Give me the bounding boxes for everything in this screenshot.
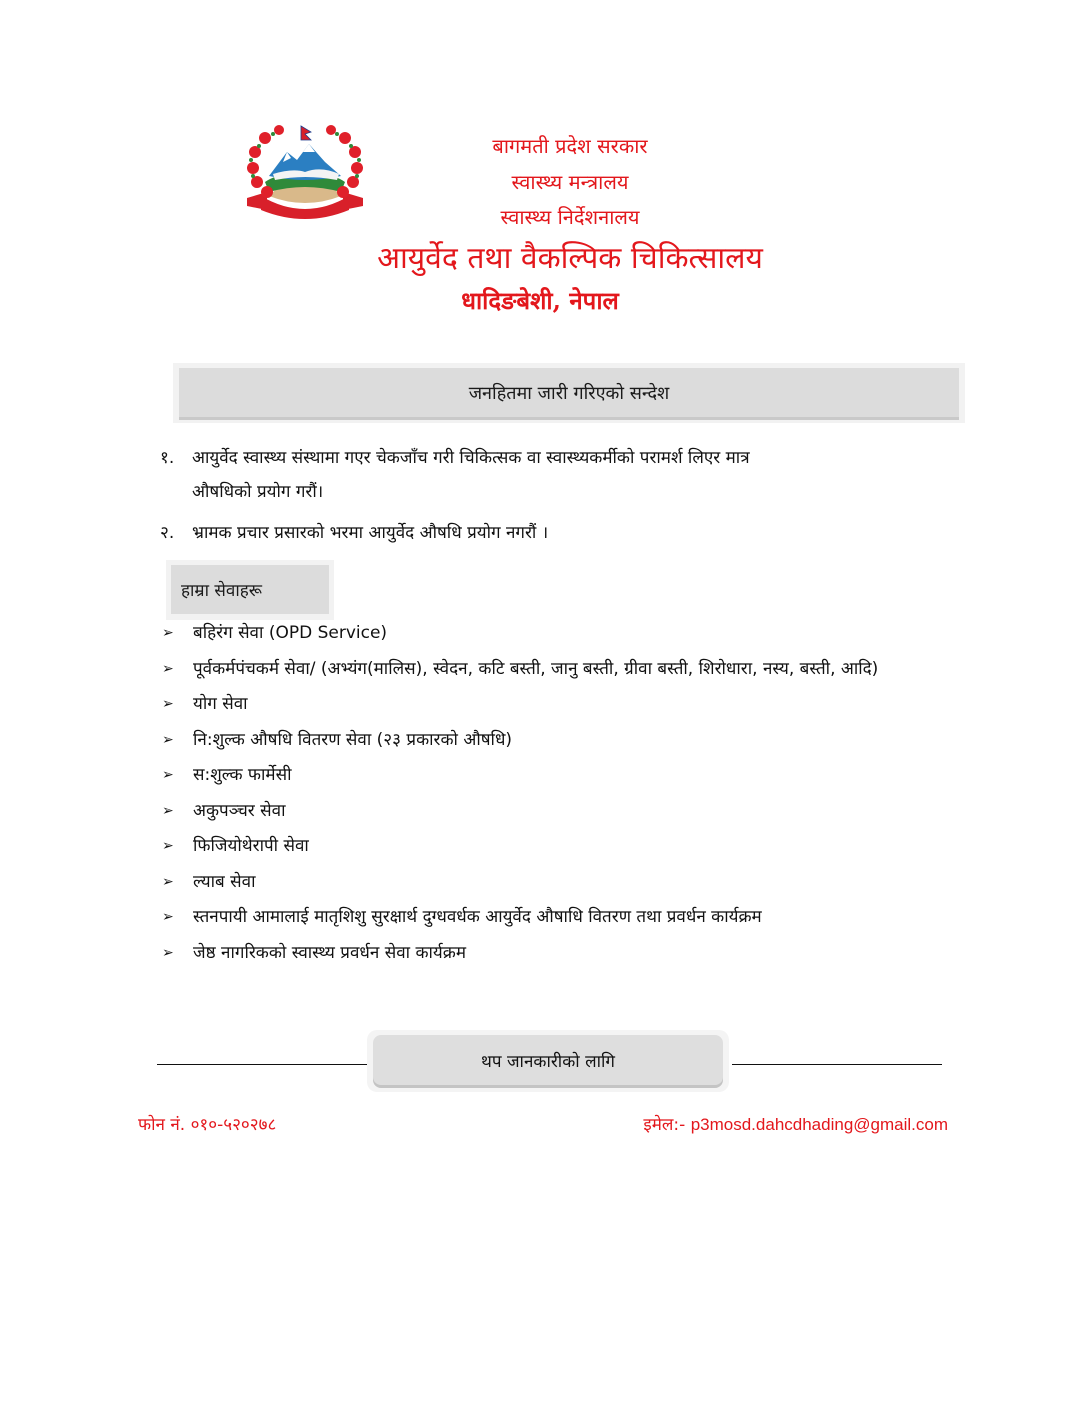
message-text: आयुर्वेद स्वास्थ्य संस्थामा गएर चेकजाँच गरी चिकित्सक वा स्वास्थ्यकर्मीको परामर्श लिएर मात्र (192, 448, 750, 468)
notice-message-2 (160, 516, 960, 550)
directorate-name: स्वास्थ्य निर्देशनालय (500, 205, 640, 229)
list-item: ➢ ल्याब सेवा (160, 865, 965, 901)
services-list (160, 616, 965, 971)
arrow-bullet-icon: ➢ (162, 909, 174, 925)
contact-heading: थप जानकारीको लागि (373, 1035, 723, 1085)
message-number: २. (160, 523, 175, 543)
list-item: ➢ नि:शुल्क औषधि वितरण सेवा (२३ प्रकारको औषधि) (160, 723, 965, 759)
divider-left (157, 1064, 367, 1065)
email-address[interactable]: p3mosd.dahcdhading@gmail.com (690, 1115, 948, 1134)
list-item: ➢ जेष्ठ नागरिकको स्वास्थ्य प्रवर्धन सेवा कार्यक्रम (160, 936, 965, 972)
notice-message-1 (160, 441, 960, 509)
arrow-bullet-icon: ➢ (162, 625, 174, 641)
arrow-bullet-icon: ➢ (162, 696, 174, 712)
contact-section (157, 1030, 942, 1096)
notice-heading: जनहितमा जारी गरिएको सन्देश (179, 368, 959, 417)
arrow-bullet-icon: ➢ (162, 731, 174, 748)
arrow-bullet-icon: ➢ (162, 944, 174, 961)
arrow-bullet-icon: ➢ (162, 802, 174, 819)
arrow-bullet-icon: ➢ (162, 767, 174, 783)
list-item: ➢ स:शुल्क फार्मेसी (160, 758, 965, 794)
list-item: ➢ पूर्वकर्मपंचकर्म सेवा/ (अभ्यंग(मालिस), स्वेदन, कटि बस्ती, जानु बस्ती, ग्रीवा बस्ती, शिरोधारा, नस्य, बस्ती, आदि) (160, 652, 965, 688)
hospital-location: धादिङबेशी, नेपाल (461, 286, 619, 315)
list-item: ➢ स्तनपायी आमालाई मातृशिशु सुरक्षार्थ दुग्धवर्धक आयुर्वेद औषाधि वितरण तथा प्रवर्धन कार्यक्रम (160, 900, 965, 936)
list-item: ➢ बहिरंग सेवा (OPD Service) (160, 616, 965, 652)
services-heading-box (166, 560, 334, 620)
email-label: इमेल:- (643, 1115, 691, 1135)
email-contact (643, 1112, 948, 1135)
notice-heading-box (173, 363, 965, 423)
message-number: १. (160, 448, 175, 468)
message-continuation: औषधिको प्रयोग गरौं। (192, 482, 324, 502)
phone-number: फोन नं. ०१०-५२०२७८ (138, 1115, 277, 1135)
arrow-bullet-icon: ➢ (162, 873, 174, 890)
ministry-name: स्वास्थ्य मन्त्रालय (511, 170, 629, 194)
nepal-emblem-logo (243, 122, 367, 220)
province-government: बागमती प्रदेश सरकार (492, 134, 648, 158)
message-text: भ्रामक प्रचार प्रसारको भरमा आयुर्वेद औषधि प्रयोग नगरौं । (192, 523, 549, 543)
list-item: ➢ फिजियोथेरापी सेवा (160, 829, 965, 865)
hospital-title: आयुर्वेद तथा वैकल्पिक चिकित्सालय (377, 241, 763, 276)
list-item: ➢ योग सेवा (160, 687, 965, 723)
arrow-bullet-icon: ➢ (162, 838, 174, 854)
services-heading: हाम्रा सेवाहरू (171, 565, 329, 614)
arrow-bullet-icon: ➢ (162, 660, 174, 677)
divider-right (732, 1064, 942, 1065)
list-item: ➢ अकुपञ्चर सेवा (160, 794, 965, 830)
contact-heading-box (367, 1030, 729, 1092)
